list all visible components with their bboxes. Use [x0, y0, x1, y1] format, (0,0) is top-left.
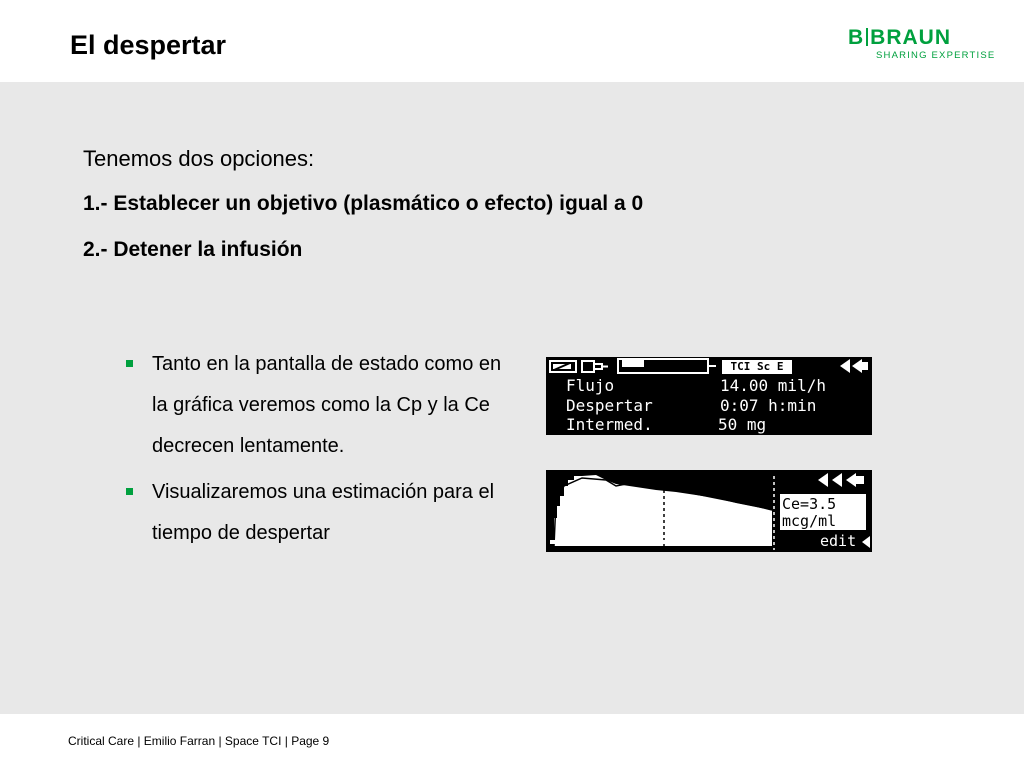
edit-softkey[interactable]: edit — [820, 532, 857, 550]
row-value-despertar: 0:07 h:min — [720, 396, 817, 415]
logo-tagline: SHARING EXPERTISE — [876, 50, 996, 61]
tci-mode-badge: TCI Sc E — [722, 360, 792, 374]
syringe-progress-icon — [618, 359, 716, 373]
logo-wordmark: B BRAUN — [848, 26, 951, 49]
row-label-intermed: Intermed. — [566, 415, 653, 434]
row-label-despertar: Despertar — [566, 396, 653, 415]
syringe-plug-icon — [582, 361, 608, 372]
row-value-intermed: 50 mg — [718, 415, 767, 434]
bullet-text: Tanto en la pantalla de estado como en la gráfica veremos como la Cp y la Ce decrecen lentamente. — [152, 353, 502, 457]
footer-text: Critical Care | Emilio Farran | Space TCI | Page 9 — [68, 734, 330, 748]
option-2: 2.- Detener la infusión — [83, 238, 303, 261]
bullet-square-icon — [126, 360, 133, 367]
slide-header — [0, 0, 1024, 82]
slide-title: El despertar — [70, 30, 227, 60]
intro-text: Tenemos dos opciones: — [83, 146, 315, 171]
slide-footer — [0, 714, 1024, 768]
double-arrow-left-icon — [840, 359, 868, 373]
ce-readout — [780, 494, 866, 530]
pump-graph-screen — [546, 470, 872, 552]
bullet-text: Visualizaremos una estimación para el tiempo de despertar — [152, 481, 495, 544]
slide-body — [0, 82, 1024, 714]
row-label-flujo: Flujo — [566, 376, 615, 395]
bbraun-logo — [848, 26, 996, 66]
option-1: 1.- Establecer un objetivo (plasmático o efecto) igual a 0 — [83, 192, 644, 215]
pump-status-screen — [546, 357, 872, 435]
ce-value: Ce=3.5 — [782, 495, 837, 513]
bullet-square-icon — [126, 488, 133, 495]
ce-unit: mcg/ml — [782, 512, 837, 530]
battery-icon — [550, 361, 576, 372]
row-value-flujo: 14.00 mil/h — [720, 376, 826, 395]
